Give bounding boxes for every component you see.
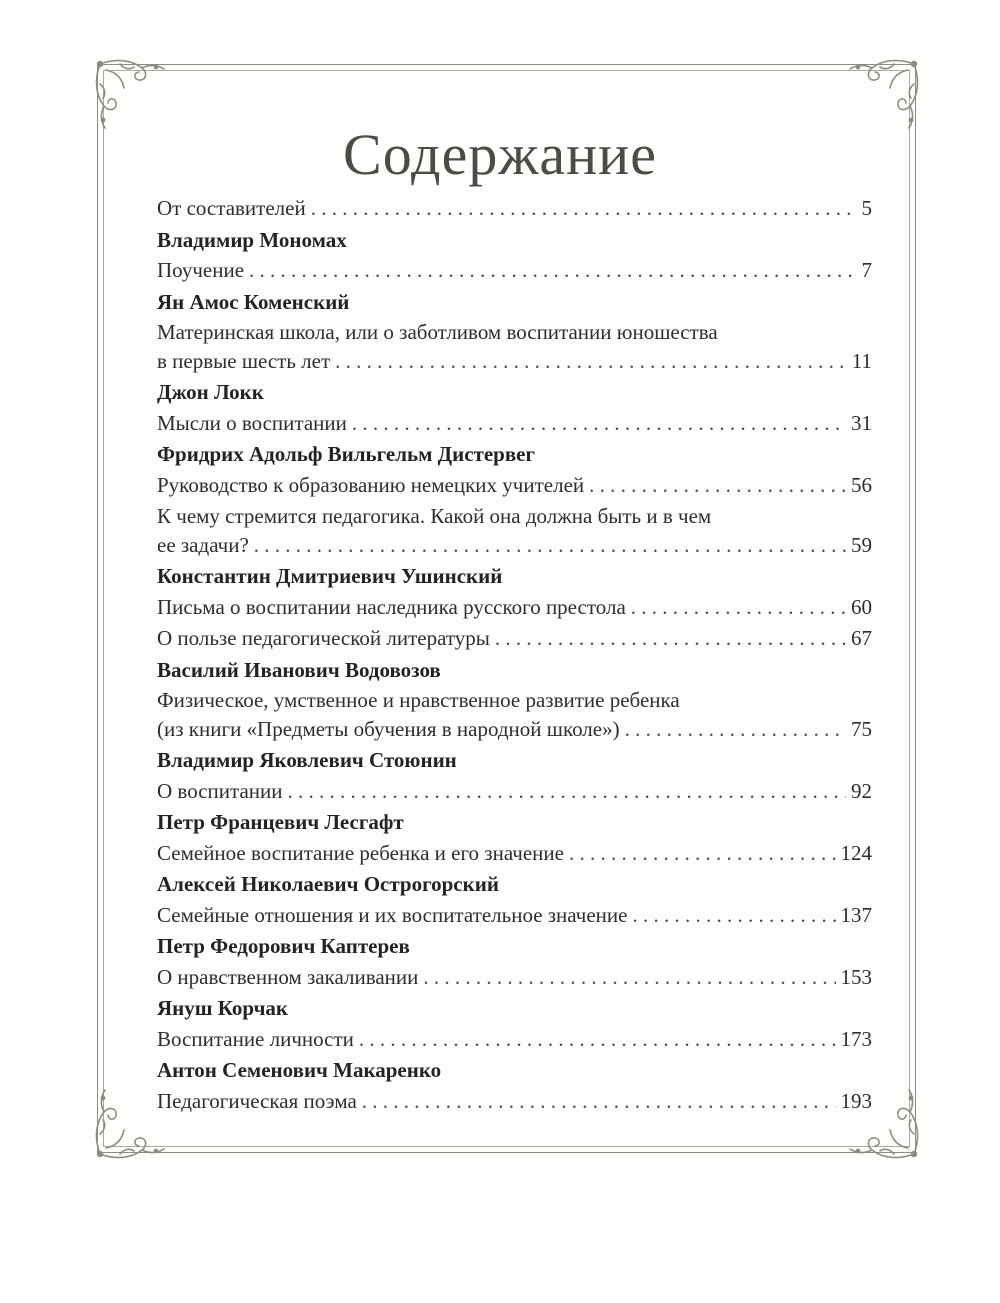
toc-entry[interactable] xyxy=(157,777,872,806)
toc-page-number: 153 xyxy=(840,964,872,989)
toc-author: Владимир Мономах xyxy=(157,227,347,252)
toc-entry-title: Семейное воспитание ребенка и его значение xyxy=(157,840,564,865)
toc-entry-title: Семейные отношения и их воспитательное значение xyxy=(157,902,628,927)
toc-entry-title: О нравственном закаливании xyxy=(157,964,419,989)
toc-entry-title: Воспитание личности xyxy=(157,1026,354,1051)
toc-entry-title-line: Физическое, умственное и нравственное развитие ребенка xyxy=(157,688,680,712)
toc-entry-title: ее задачи? xyxy=(157,532,249,557)
dot-leader xyxy=(287,777,846,806)
toc-entry-title: Поучение xyxy=(157,258,245,282)
toc-author: Алексей Николаевич Острогорский xyxy=(157,872,499,896)
toc-author: Василий Иванович Водовозов xyxy=(157,657,441,682)
toc-entry-title: О воспитании xyxy=(157,778,283,803)
toc-page-number: 137 xyxy=(840,902,872,927)
toc-entry-title: Руководство к образованию немецких учителей xyxy=(157,472,585,497)
toc-entry-title: Письма о воспитании наследника русского престола xyxy=(157,594,626,619)
toc-page-number: 173 xyxy=(840,1026,872,1051)
toc-entry-title-line: К чему стремится педагогика. Какой она должна быть и в чем xyxy=(157,504,712,528)
dot-leader xyxy=(589,471,846,500)
dot-leader xyxy=(362,1087,836,1116)
toc-page-number: 92 xyxy=(851,778,872,803)
toc-entry[interactable] xyxy=(157,194,872,223)
dot-leader xyxy=(335,347,847,376)
dot-leader xyxy=(423,963,835,992)
toc-page-number: 67 xyxy=(851,626,872,650)
toc-entry-title: Мысли о воспитании xyxy=(157,410,347,435)
toc-author: Януш Корчак xyxy=(157,996,289,1020)
toc-author: Константин Дмитриевич Ушинский xyxy=(157,564,503,588)
toc-entry[interactable] xyxy=(157,409,872,438)
toc-entry[interactable] xyxy=(157,1087,872,1116)
toc-entry[interactable] xyxy=(157,471,872,500)
dot-leader xyxy=(632,901,835,930)
toc-author: Джон Локк xyxy=(157,380,264,404)
table-of-contents xyxy=(157,194,872,1118)
toc-page-number: 7 xyxy=(861,258,872,282)
toc-entry[interactable] xyxy=(157,256,872,285)
toc-page-number: 59 xyxy=(851,532,872,557)
toc-entry[interactable] xyxy=(157,901,872,930)
dot-leader xyxy=(569,839,836,868)
toc-author: Ян Амос Коменский xyxy=(157,289,350,314)
toc-author: Петр Францевич Лесгафт xyxy=(157,810,404,834)
dot-leader xyxy=(495,624,846,653)
toc-page-number: 124 xyxy=(840,840,872,865)
dot-leader xyxy=(254,531,846,560)
dot-leader xyxy=(311,194,857,223)
dot-leader xyxy=(359,1025,836,1054)
toc-page-number: 75 xyxy=(851,716,872,741)
dot-leader xyxy=(625,715,846,744)
toc-author: Петр Федорович Каптерев xyxy=(157,934,410,958)
toc-page-number: 31 xyxy=(851,410,872,435)
toc-entry[interactable] xyxy=(157,1025,872,1054)
toc-entry[interactable] xyxy=(157,624,872,653)
toc-entry-title: О пользе педагогической литературы xyxy=(157,626,490,650)
toc-entry[interactable] xyxy=(157,963,872,992)
page-title: Содержание xyxy=(343,121,657,187)
toc-entry[interactable] xyxy=(157,502,872,559)
toc-entry-title: Педагогическая поэма xyxy=(157,1088,357,1113)
toc-author: Владимир Яковлевич Стоюнин xyxy=(157,748,457,772)
toc-entry[interactable] xyxy=(157,593,872,622)
toc-author: Антон Семенович Макаренко xyxy=(157,1058,442,1082)
toc-page-number: 5 xyxy=(861,196,872,220)
toc-page-number: 60 xyxy=(851,594,872,619)
toc-entry-title: От составителей xyxy=(157,196,306,220)
toc-entry-title: (из книги «Предметы обучения в народной школе») xyxy=(157,716,620,741)
toc-page-number: 193 xyxy=(840,1088,872,1113)
dot-leader xyxy=(352,409,846,438)
toc-page-number: 56 xyxy=(851,472,872,497)
toc-entry-title: в первые шесть лет xyxy=(157,348,331,373)
toc-author: Фридрих Адольф Вильгельм Дистервег xyxy=(157,442,536,466)
dot-leader xyxy=(631,593,846,622)
toc-entry[interactable] xyxy=(157,839,872,868)
toc-entry[interactable] xyxy=(157,318,872,375)
toc-entry[interactable] xyxy=(157,686,872,743)
dot-leader xyxy=(249,256,856,285)
toc-page-number: 11 xyxy=(851,348,872,373)
toc-entry-title-line: Материнская школа, или о заботливом воспитании юношества xyxy=(157,320,718,344)
